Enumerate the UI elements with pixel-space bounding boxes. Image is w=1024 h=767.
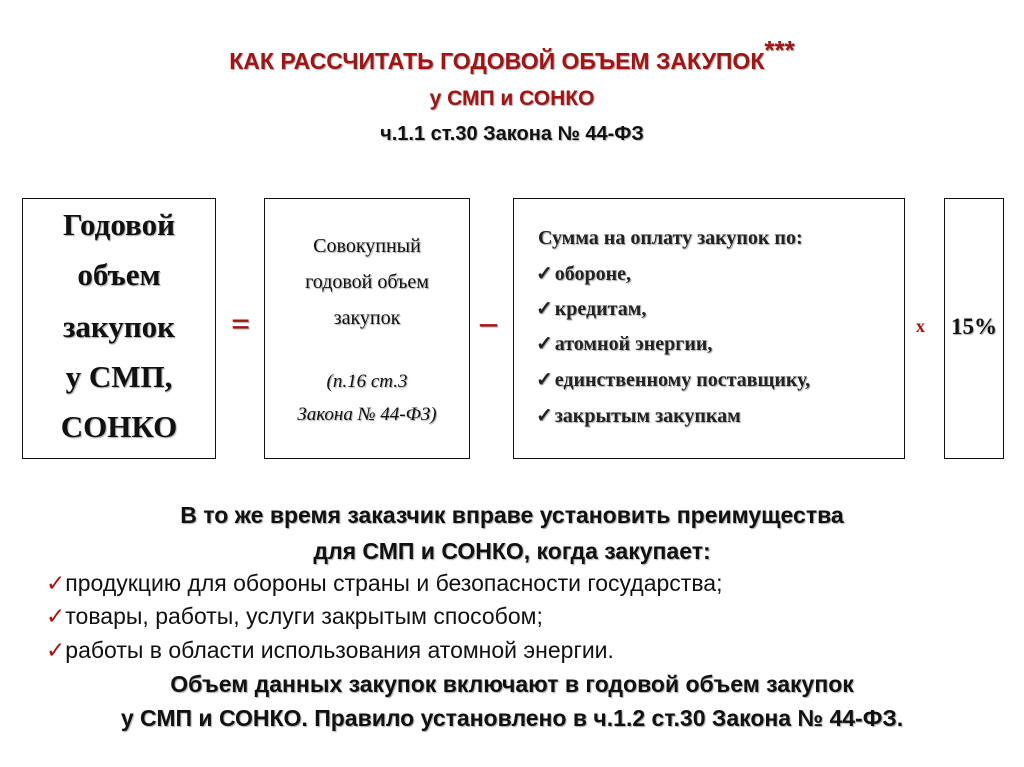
page-title [0, 35, 1024, 76]
annual-volume-line: закупок [62, 309, 176, 344]
total-volume-box [264, 198, 470, 459]
equals-sign: = [231, 306, 251, 343]
outro-line: Объем данных закупок включают в годовой объем закупок [170, 671, 854, 697]
excluded-sums-item: ✓ обороне, [536, 263, 632, 285]
checkmark-icon: ✓ [536, 333, 553, 355]
checkmark-icon: ✓ [46, 637, 66, 663]
total-volume-line: годовой объем [305, 271, 429, 293]
minus-sign: – [480, 304, 497, 341]
excluded-sums-item: ✓ закрытым закупкам [536, 405, 741, 427]
preference-item: ✓работы в области использования атомной энергии. [46, 637, 614, 663]
multiply-sign: х [916, 316, 925, 336]
percent-box [944, 198, 1004, 459]
annual-volume-line: СОНКО [60, 409, 178, 444]
checkmark-icon: ✓ [46, 570, 66, 596]
total-volume-reference: Закона № 44-ФЗ) [297, 404, 437, 425]
total-volume-line: Совокупный [313, 235, 421, 257]
intro-line: для СМП и СОНКО, когда закупает: [313, 538, 711, 564]
excluded-sums-item: ✓ единственному поставщику, [536, 369, 811, 391]
checkmark-icon: ✓ [536, 405, 553, 427]
outro-line: у СМП и СОНКО. Правило установлено в ч.1.2 ст.30 Закона № 44-ФЗ. [120, 705, 904, 731]
percent-value: 15% [951, 314, 997, 339]
preference-item: ✓товары, работы, услуги закрытым способом; [46, 603, 543, 629]
checkmark-icon: ✓ [536, 369, 553, 391]
excluded-sums-item: ✓ атомной энергии, [536, 333, 713, 355]
checkmark-icon: ✓ [536, 263, 553, 285]
checkmark-icon: ✓ [536, 298, 553, 320]
title-text: КАК РАССЧИТАТЬ ГОДОВОЙ ОБЪЕМ ЗАКУПОК [229, 48, 765, 74]
annual-volume-line: объем [77, 257, 161, 292]
law-reference: ч.1.1 ст.30 Закона № 44-ФЗ [380, 123, 644, 145]
total-volume-reference: (п.16 ст.3 [326, 371, 408, 392]
page-subtitle: у СМП и СОНКО [429, 87, 595, 110]
title-footnote-stars: *** [764, 35, 795, 65]
preference-item: ✓продукцию для обороны страны и безопасности государства; [46, 570, 723, 596]
annual-volume-box [22, 198, 216, 459]
annual-volume-line: Годовой [63, 207, 175, 242]
excluded-sums-heading: Сумма на оплату закупок по: [538, 227, 803, 249]
excluded-sums-item: ✓ кредитам, [536, 298, 647, 320]
intro-line: В то же время заказчик вправе установить преимущества [180, 502, 844, 528]
checkmark-icon: ✓ [46, 603, 66, 629]
annual-volume-line: у СМП, [65, 359, 173, 394]
excluded-sums-box [513, 198, 905, 459]
total-volume-line: закупок [333, 307, 401, 329]
